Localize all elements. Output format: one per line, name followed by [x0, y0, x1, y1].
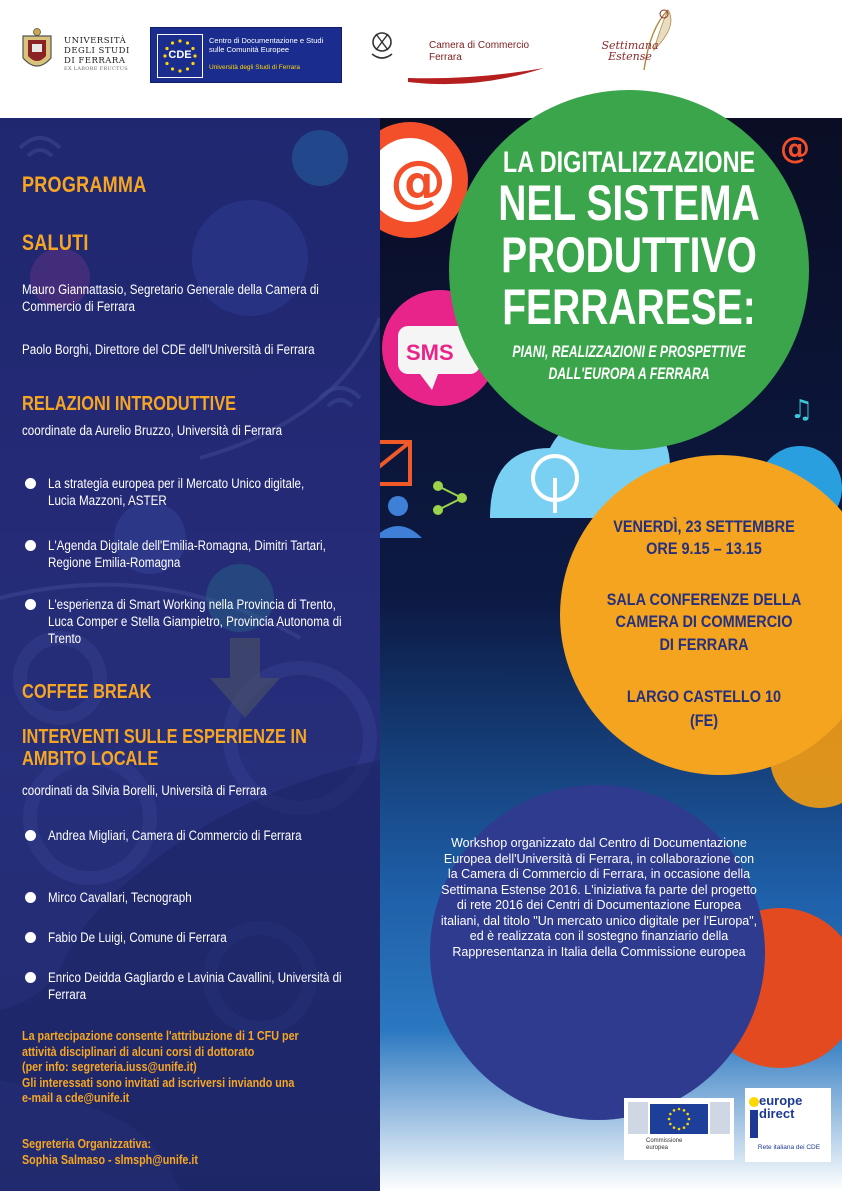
eu-star-icon	[669, 1113, 672, 1116]
title-line-1: LA DIGITALIZZAZIONE	[502, 146, 756, 179]
chamber-emblem-icon	[366, 28, 398, 62]
svg-text:@: @	[780, 131, 810, 166]
coffee-break: COFFEE BREAK	[22, 681, 152, 703]
eu-star-icon	[683, 1109, 686, 1112]
eu-star-icon	[186, 41, 189, 44]
eu-star-icon	[171, 67, 174, 70]
ec-building-icon	[628, 1100, 730, 1138]
eu-star-icon	[678, 1128, 681, 1131]
relazioni-item-1: La strategia europea per il Mercato Unico digitale, Lucia Mazzoni, ASTER	[48, 476, 305, 508]
interventi-item-2: Mirco Cavallari, Tecnograph	[48, 890, 192, 905]
relazioni-coordinator: coordinate da Aurelio Bruzzo, Università di Ferrara	[22, 423, 283, 438]
settimana-estense-name: Settimana Estense	[601, 39, 659, 63]
saluti-heading: SALUTI	[22, 230, 89, 255]
relazioni-heading: RELAZIONI INTRODUTTIVE	[22, 393, 237, 415]
unife-name: UNIVERSITÀ DEGLI STUDI DI FERRARA EX LABORE FRUCTUS	[64, 36, 130, 72]
subtitle-line-2: DALL'EUROPA A FERRARA	[548, 364, 710, 383]
event-date: VENERDÌ, 23 SETTEMBRE	[613, 517, 795, 536]
eu-star-icon	[669, 1123, 672, 1126]
interventi-coordinator: coordinati da Silvia Borelli, Università di Ferrara	[22, 783, 267, 798]
university-crest-icon	[20, 28, 54, 74]
bullet-icon	[25, 830, 36, 841]
commissione-europea-logo	[624, 1098, 734, 1160]
bullet-icon	[25, 892, 36, 903]
bullet-icon	[25, 540, 36, 551]
eu-star-icon	[686, 1113, 689, 1116]
cde-logo	[150, 27, 342, 83]
eu-star-icon	[186, 67, 189, 70]
swoosh-icon	[406, 64, 546, 88]
bullet-icon	[25, 972, 36, 983]
europe-direct-name: europe direct	[759, 1093, 803, 1121]
settimana-estense-logo	[580, 8, 680, 88]
svg-text:@: @	[390, 149, 446, 214]
svg-text:♫: ♫	[790, 395, 814, 425]
interventi-item-1: Andrea Migliari, Camera di Commercio di Ferrara	[48, 828, 302, 843]
header-band	[0, 0, 842, 118]
title-line-3: PRODUTTIVO	[501, 227, 757, 283]
eu-star-icon	[673, 1109, 676, 1112]
interventi-item-3: Fabio De Luigi, Comune di Ferrara	[48, 930, 227, 945]
title-line-2: NEL SISTEMA	[498, 175, 760, 231]
bullet-icon	[25, 478, 36, 489]
workshop-description: Workshop organizzato dal Centro di Documentazione Europea dell'Università di Ferrara, in collaborazione con la Camera di Commercio di Ferrara, in occasione della Settimana Estense 2016. L'iniziativa fa parte del progetto di rete 2016 dei Centri di Documentazione Europea italiani, dal titolo "Un mercato unico digitale per l'Europa", ed è realizzata con il sostegno finanziario della Rappresentanza in Italia della Commissione europea	[440, 836, 758, 959]
eu-star-icon	[178, 69, 181, 72]
eu-star-icon	[688, 1118, 691, 1121]
title-line-4: FERRARESE:	[502, 279, 756, 335]
address-line-2: (FE)	[689, 711, 719, 730]
address-line-1: LARGO CASTELLO 10	[626, 687, 782, 706]
saluti-item-1: Mauro Giannattasio, Segretario Generale della Camera di Commercio di Ferrara	[22, 282, 319, 314]
svg-text:SMS: SMS	[406, 340, 454, 365]
event-time: ORE 9.15 – 13.15	[646, 539, 762, 558]
share-icon	[800, 52, 830, 82]
europe-direct-subtitle: Rete italiana dei CDE	[757, 1144, 821, 1151]
europe-direct-logo	[745, 1088, 831, 1162]
camera-commercio-name: Camera di Commercio Ferrara	[429, 40, 530, 63]
venue-line-2: CAMERA DI COMMERCIO	[615, 612, 793, 631]
commissione-europea-name: Commissione europea	[646, 1138, 683, 1151]
subtitle-line-1: PIANI, REALIZZAZIONI E PROSPETTIVE	[512, 342, 746, 361]
venue-line-1: SALA CONFERENZE DELLA	[606, 590, 802, 609]
cde-title: Centro di Documentazione e Studi sulle Comunità Europee	[209, 36, 324, 54]
eu-star-icon	[171, 41, 174, 44]
eu-star-icon	[686, 1123, 689, 1126]
bullet-icon	[25, 599, 36, 610]
bullet-icon	[25, 932, 36, 943]
interventi-item-4: Enrico Deidda Gagliardo e Lavinia Cavallini, Università di Ferrara	[48, 970, 342, 1002]
eu-star-icon	[165, 62, 168, 65]
venue-line-3: DI FERRARA	[659, 635, 749, 654]
eu-star-icon	[178, 39, 181, 42]
relazioni-item-2: L'Agenda Digitale dell'Emilia-Romagna, Dimitri Tartari, Regione Emilia-Romagna	[48, 538, 326, 570]
eu-star-icon	[678, 1108, 681, 1111]
participation-note: La partecipazione consente l'attribuzione di 1 CFU per attività disciplinari di alcuni corsi di dottorato (per info: segreteria.iuss@unife.it) Gli interessati sono invitati ad iscriversi inviando una e-mail a cde@unife.it	[22, 1029, 299, 1105]
relazioni-item-3: L'esperienza di Smart Working nella Provincia di Trento, Luca Comper e Stella Giampietro, Provincia Autonoma di Trento	[48, 597, 342, 646]
eu-star-icon	[191, 62, 194, 65]
eu-star-icon	[668, 1118, 671, 1121]
segreteria: Segreteria Organizzativa: Sophia Salmaso - slmsph@unife.it	[22, 1137, 198, 1167]
unife-logo	[20, 28, 135, 80]
eu-flag-icon: CDE	[157, 34, 203, 78]
programma-heading: PROGRAMMA	[22, 172, 147, 197]
saluti-item-2: Paolo Borghi, Direttore del CDE dell'Università di Ferrara	[22, 342, 315, 357]
camera-commercio-logo	[366, 28, 546, 90]
eu-star-icon	[683, 1126, 686, 1129]
interventi-heading: INTERVENTI SULLE ESPERIENZE IN AMBITO LOCALE	[22, 726, 307, 770]
title-circle	[449, 90, 809, 450]
cde-subtitle: Università degli Studi di Ferrara	[209, 64, 301, 71]
eu-star-icon	[673, 1126, 676, 1129]
